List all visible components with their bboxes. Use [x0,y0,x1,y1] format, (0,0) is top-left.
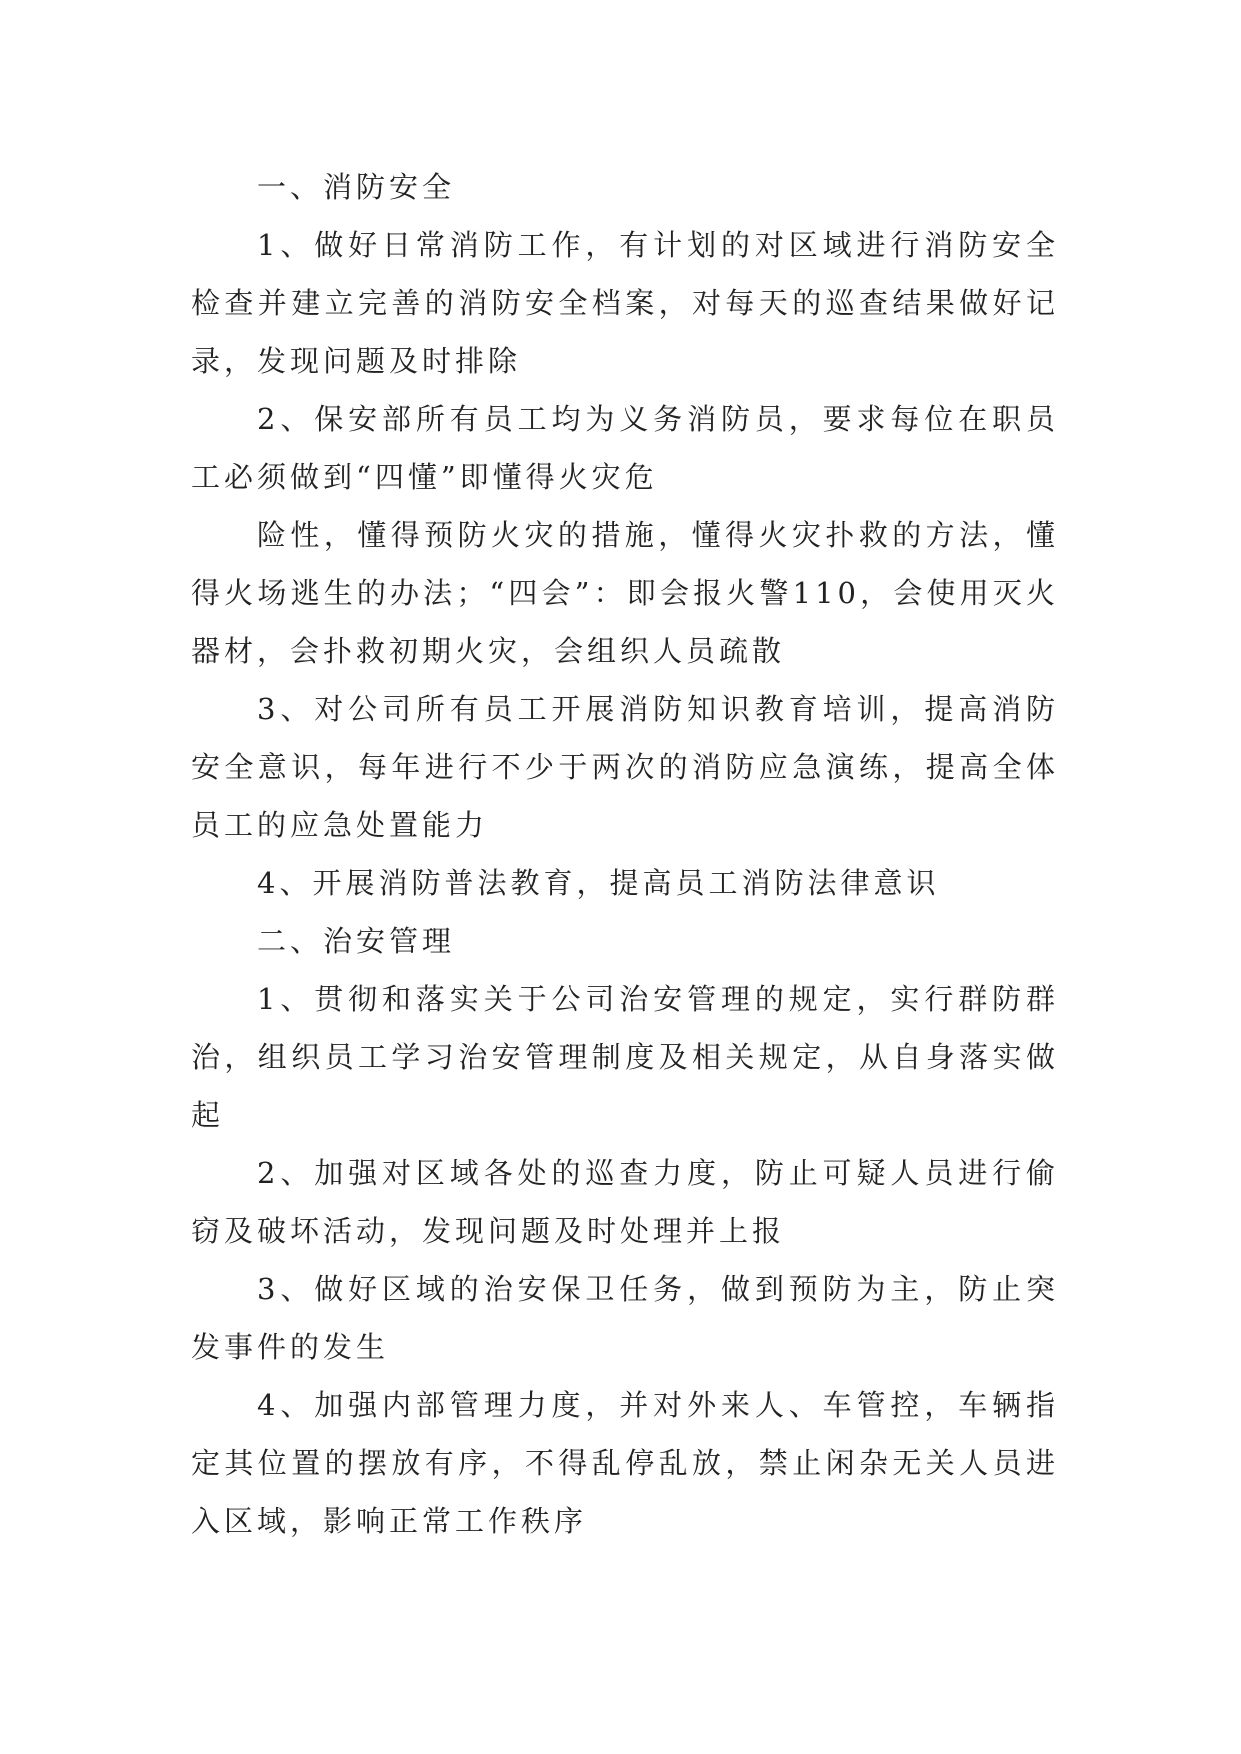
section-heading-public-security: 二、治安管理 [257,924,456,958]
paragraph: 4、开展消防普法教育，提高员工消防法律意识 [257,866,940,900]
paragraph: 3、对公司所有员工开展消防知识教育培训，提高消防安全意识，每年进行不少于两次的消防应急演练，提高全体员工的应急处置能力 [191,692,1059,842]
paragraph: 3、做好区域的治安保卫任务，做到预防为主，防止突发事件的发生 [191,1272,1059,1364]
paragraph: 1、贯彻和落实关于公司治安管理的规定，实行群防群治，组织员工学习治安管理制度及相关规定，从自身落实做起 [191,982,1059,1132]
paragraph: 4、加强内部管理力度，并对外来人、车管控，车辆指定其位置的摆放有序，不得乱停乱放，禁止闲杂无关人员进入区域，影响正常工作秩序 [191,1388,1059,1538]
section-heading-fire-safety: 一、消防安全 [257,170,456,204]
paragraph: 2、加强对区域各处的巡查力度，防止可疑人员进行偷窃及破坏活动，发现问题及时处理并上报 [191,1156,1059,1248]
paragraph: 1、做好日常消防工作，有计划的对区域进行消防安全检查并建立完善的消防安全档案，对每天的巡查结果做好记录，发现问题及时排除 [191,228,1059,378]
paragraph: 险性，懂得预防火灾的措施，懂得火灾扑救的方法，懂得火场逃生的办法；“四会”：即会报火警110，会使用灭火器材，会扑救初期火灾，会组织人员疏散 [191,518,1059,668]
paragraph: 2、保安部所有员工均为义务消防员，要求每位在职员工必须做到“四懂”即懂得火灾危 [191,402,1059,494]
document-body [191,158,1059,1550]
